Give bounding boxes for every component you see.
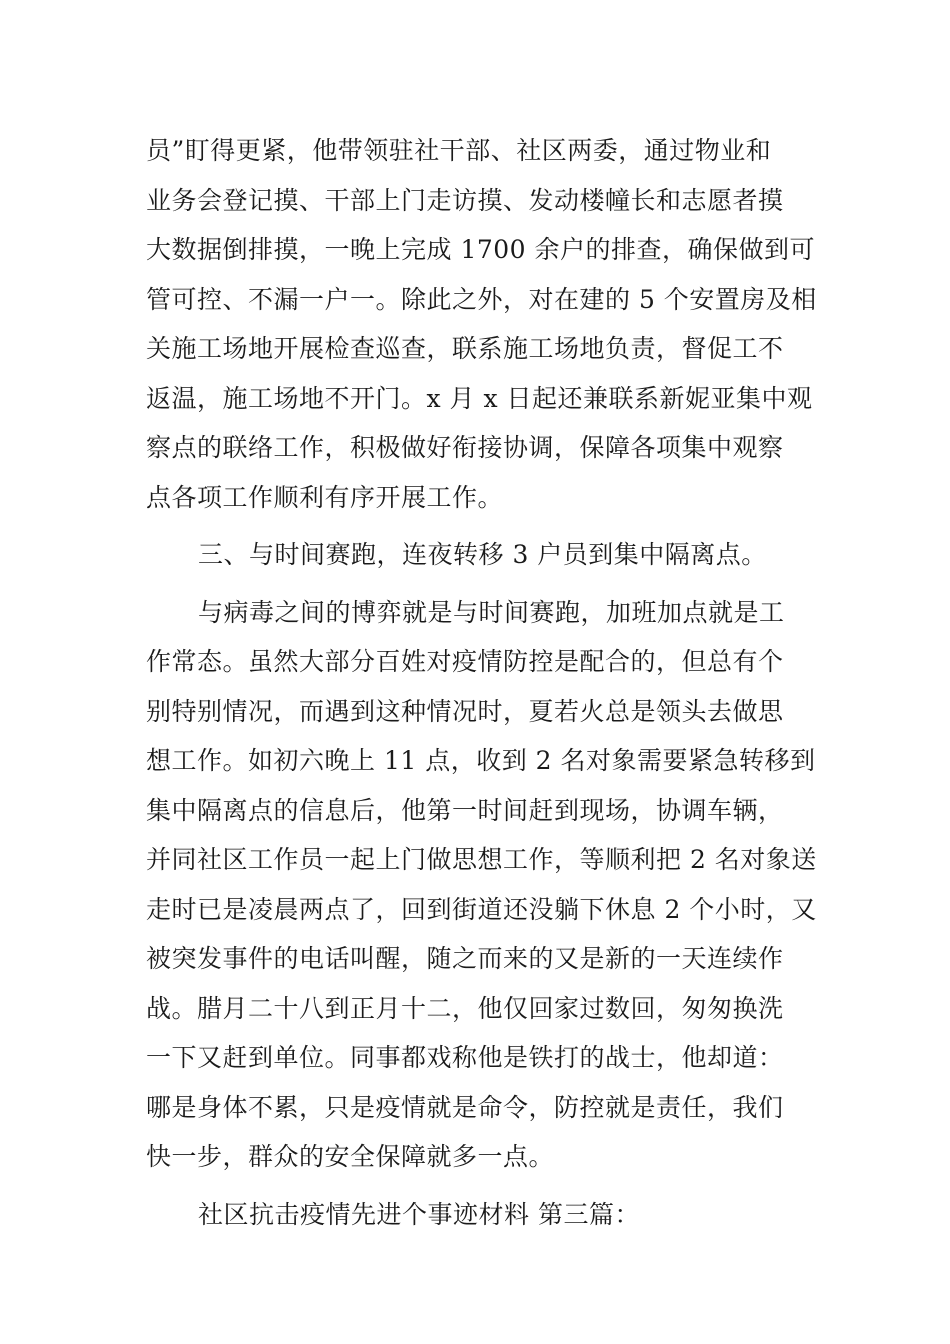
text-line: 大数据倒排摸，一晚上完成 1700 余户的排查，确保做到可 <box>146 235 816 264</box>
text-line: 与病毒之间的博弈就是与时间赛跑，加班加点就是工 <box>198 597 785 627</box>
text-line: 员”盯得更紧，他带领驻社干部、社区两委，通过物业和 <box>146 136 772 165</box>
text-line: 点各项工作顺利有序开展工作。 <box>146 482 504 512</box>
paragraph-gap <box>146 522 810 530</box>
paragraph-1 <box>146 126 817 522</box>
text-line: 被突发事件的电话叫醒，随之而来的又是新的一天连续作 <box>146 944 784 973</box>
section-title: 社区抗击疫情先进个事迹材料 第三篇： <box>198 1199 640 1229</box>
paragraph-2 <box>146 588 817 1182</box>
paragraph-gap <box>146 1182 810 1190</box>
paragraph-gap <box>146 580 810 588</box>
text-line: 走时已是凌晨两点了，回到街道还没躺下休息 2 个小时，又 <box>146 894 817 924</box>
text-line: 关施工场地开展检查巡查，联系施工场地负责，督促工不 <box>146 334 784 363</box>
text-line: 返温，施工场地不开门。x 月 x 日起还兼联系新妮亚集中观 <box>146 383 813 413</box>
text-line: 并同社区工作员一起上门做思想工作，等顺利把 2 名对象送 <box>146 845 817 874</box>
text-line: 快一步，群众的安全保障就多一点。 <box>146 1142 555 1171</box>
text-line: 集中隔离点的信息后，他第一时间赶到现场，协调车辆， <box>146 795 784 825</box>
text-line: 作常态。虽然大部分百姓对疫情防控是配合的，但总有个 <box>146 647 784 676</box>
text-line: 别特别情况，而遇到这种情况时，夏若火总是领头去做思 <box>146 696 784 726</box>
text-line: 哪是身体不累，只是疫情就是命令，防控就是责任，我们 <box>146 1092 784 1122</box>
text-line: 一下又赶到单位。同事都戏称他是铁打的战士，他却道： <box>146 1043 784 1072</box>
text-line: 战。腊月二十八到正月十二，他仅回家过数回，匆匆换洗 <box>146 993 784 1023</box>
text-line: 想工作。如初六晚上 11 点，收到 2 名对象需要紧急转移到 <box>146 746 816 775</box>
text-line: 管可控、不漏一户一。除此之外，对在建的 5 个安置房及相 <box>146 284 817 314</box>
section-heading-3: 三、与时间赛跑，连夜转移 3 户员到集中隔离点。 <box>198 540 767 569</box>
text-line: 业务会登记摸、干部上门走访摸、发动楼幢长和志愿者摸 <box>146 185 784 215</box>
text-line: 察点的联络工作，积极做好衔接协调，保障各项集中观察 <box>146 433 784 462</box>
document-body <box>146 126 817 1239</box>
